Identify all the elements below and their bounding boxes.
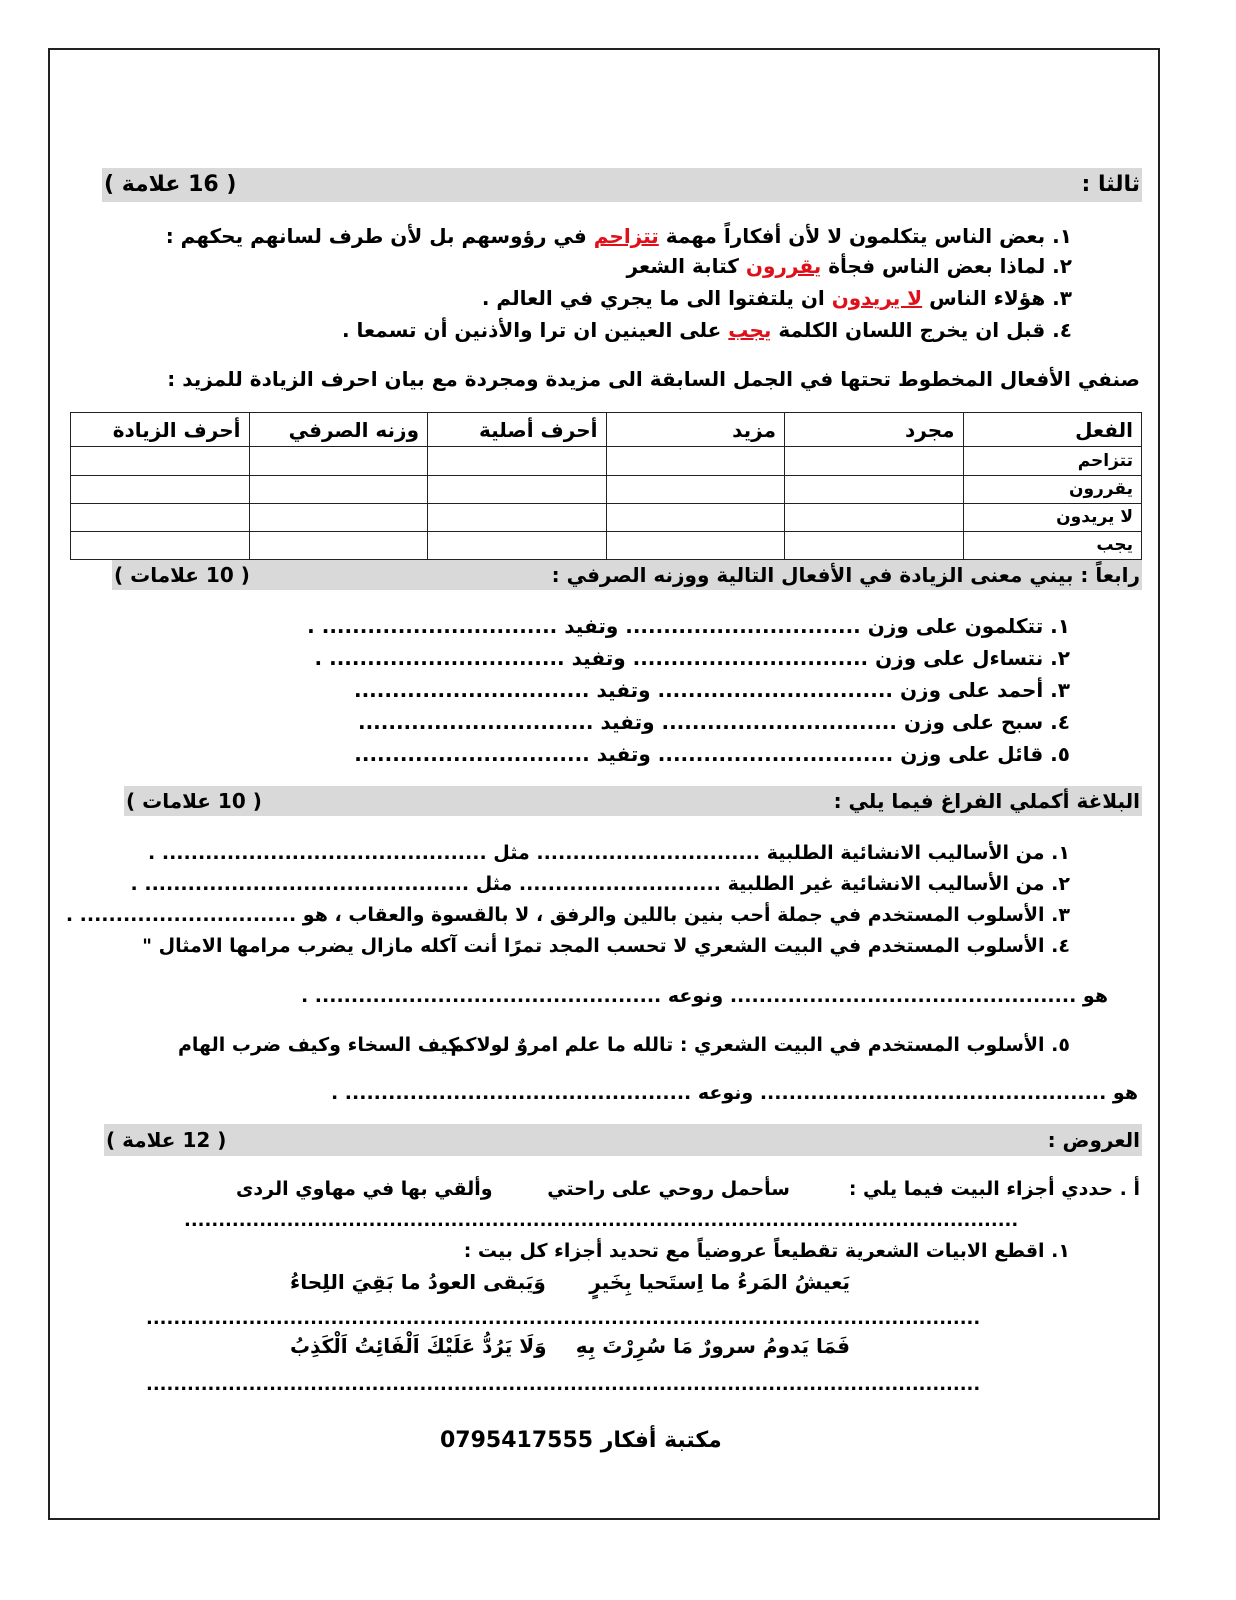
table-header: مزيد [606,413,785,447]
table-header: أحرف أصلية [428,413,607,447]
underlined-verb: يجب [728,318,772,342]
sentence-3: ٣. هؤلاء الناس لا يريدون ان يلتفتوا الى ما يجري في العالم . [481,286,1072,310]
table-header: الفعل [963,413,1142,447]
prosody-marks: ( 12 علامة ) [106,1128,227,1152]
rhetoric-title: البلاغة أكملي الفراغ فيما يلي : [833,789,1140,813]
answer-line: .......................................................................................................................... [146,1308,981,1329]
table-row [71,447,1142,475]
section3-marks: ( 16 علامة ) [104,172,237,197]
table-header-row [71,413,1142,447]
answer-cell[interactable] [71,531,250,559]
rhetoric-item-1: ١. من الأساليب الانشائية الطلبية ............................... مثل ............................................. . [148,842,1070,864]
answer-cell[interactable] [249,475,428,503]
table-cell-verb: لا يريدون [963,503,1142,531]
rhetoric-item-5-verse: كيف السخاء وكيف ضرب الهام [178,1034,460,1056]
table-row [71,503,1142,531]
answer-cell[interactable] [606,475,785,503]
section4-item-3: ٣. أحمد على وزن ............................... وتفيد ............................... [353,678,1070,702]
classification-instruction: صنفي الأفعال المخطوط تحتها في الجمل السابقة الى مزيدة ومجردة مع بيان احرف الزيادة للمزيد : [167,367,1140,391]
answer-cell[interactable] [71,447,250,475]
answer-cell[interactable] [606,503,785,531]
verse-2-first-hemistich: فَمَا يَدومُ سرورٌ مَا سُرِرْتَ بِهِ [575,1334,850,1358]
answer-cell[interactable] [249,531,428,559]
answer-cell[interactable] [71,475,250,503]
rhetoric-item-3: ٣. الأسلوب المستخدم في جملة أحب بنين باللين والرفق ، لا بالقسوة والعقاب ، هو .............................. . [65,904,1070,926]
rhetoric-item-5: ٥. الأسلوب المستخدم في البيت الشعري : تالله ما علم امروٌ لولاكم [450,1034,1070,1056]
verse-2-second-hemistich: وَلَا يَرُدُّ عَلَيْكَ اَلْفَائِتُ اَلْكَذِبُ [290,1334,547,1358]
verse-1-first-hemistich: يَعيشُ المَرءُ ما اِستَحيا بِخَيرٍ [589,1270,850,1294]
answer-cell[interactable] [71,503,250,531]
rhetoric-item-5-answer: هو ................................................ ونوعه ................................................ . [330,1082,1138,1104]
prosody-question-1: ١. اقطع الابيات الشعرية تقطيعاً عروضياً مع تحديد أجزاء كل بيت : [463,1240,1070,1262]
table-header: وزنه الصرفي [249,413,428,447]
verse-1-second-hemistich: وَيَبقى العودُ ما بَقِيَ اللِحاءُ [290,1270,546,1294]
section3-header-bar [102,168,1142,202]
prosody-header-bar [104,1124,1142,1156]
table-cell-verb: يقررون [963,475,1142,503]
sentence-2: ٢. لماذا بعض الناس فجأة يقررون كتابة الشعر [626,254,1072,278]
table-header: أحرف الزيادة [71,413,250,447]
answer-cell[interactable] [785,503,964,531]
table-header: مجرد [785,413,964,447]
section4-item-5: ٥. قائل على وزن ............................... وتفيد ............................... [354,742,1070,766]
sentence-1: ١. بعض الناس يتكلمون لا لأن أفكاراً مهمة تتزاحم في رؤوسهم بل لأن طرف لسانهم يحكهم : [165,224,1072,248]
answer-cell[interactable] [785,531,964,559]
answer-cell[interactable] [785,475,964,503]
answer-cell[interactable] [606,447,785,475]
prosody-title: العروض : [1047,1128,1140,1152]
answer-cell[interactable] [785,447,964,475]
prosody-a-hemistich-1: سأحمل روحي على راحتي [547,1178,790,1200]
underlined-verb: لا يريدون [831,286,923,310]
section4-item-2: ٢. نتساءل على وزن ............................... وتفيد ............................... . [314,646,1070,670]
prosody-a-label: أ . حددي أجزاء البيت فيما يلي : [848,1178,1140,1200]
underlined-verb: تتزاحم [593,224,659,248]
answer-cell[interactable] [428,447,607,475]
underlined-verb: يقررون [745,254,822,278]
section4-marks: ( 10 علامات ) [114,563,250,587]
rhetoric-item-4-answer: هو ................................................ ونوعه ................................................ . [300,985,1108,1007]
answer-cell[interactable] [428,531,607,559]
answer-cell[interactable] [606,531,785,559]
table-row [71,531,1142,559]
answer-line: .......................................................................................................................... [146,1374,981,1395]
answer-cell[interactable] [249,447,428,475]
verb-classification-table [70,412,1142,560]
answer-cell[interactable] [249,503,428,531]
answer-cell[interactable] [428,503,607,531]
table-cell-verb: يجب [963,531,1142,559]
rhetoric-item-4: ٤. الأسلوب المستخدم في البيت الشعري لا تحسب المجد تمرًا أنت آكله مازال يضرب مرامها الامثال " [142,935,1070,957]
section4-item-4: ٤. سبح على وزن ............................... وتفيد ............................... [357,710,1070,734]
section3-title: ثالثا : [1081,172,1140,197]
table-row [71,475,1142,503]
section4-item-1: ١. تتكلمون على وزن ............................... وتفيد ............................... . [307,614,1070,638]
sentence-4: ٤. قبل ان يخرج اللسان الكلمة يجب على العينين ان ترا والأذنين أن تسمعا . [341,318,1072,342]
section4-title: رابعاً : بيني معنى الزيادة في الأفعال التالية ووزنه الصرفي : [551,563,1140,587]
rhetoric-item-2: ٢. من الأساليب الانشائية غير الطلبية ............................ مثل ............................................. . [130,873,1070,895]
prosody-a-hemistich-2: وألقي بها في مهاوي الردى [236,1178,493,1200]
rhetoric-marks: ( 10 علامات ) [126,789,262,813]
answer-cell[interactable] [428,475,607,503]
answer-line: .......................................................................................................................... [184,1210,1019,1231]
footer-text: مكتبة أفكار 0795417555 [440,1428,722,1453]
table-cell-verb: تتزاحم [963,447,1142,475]
